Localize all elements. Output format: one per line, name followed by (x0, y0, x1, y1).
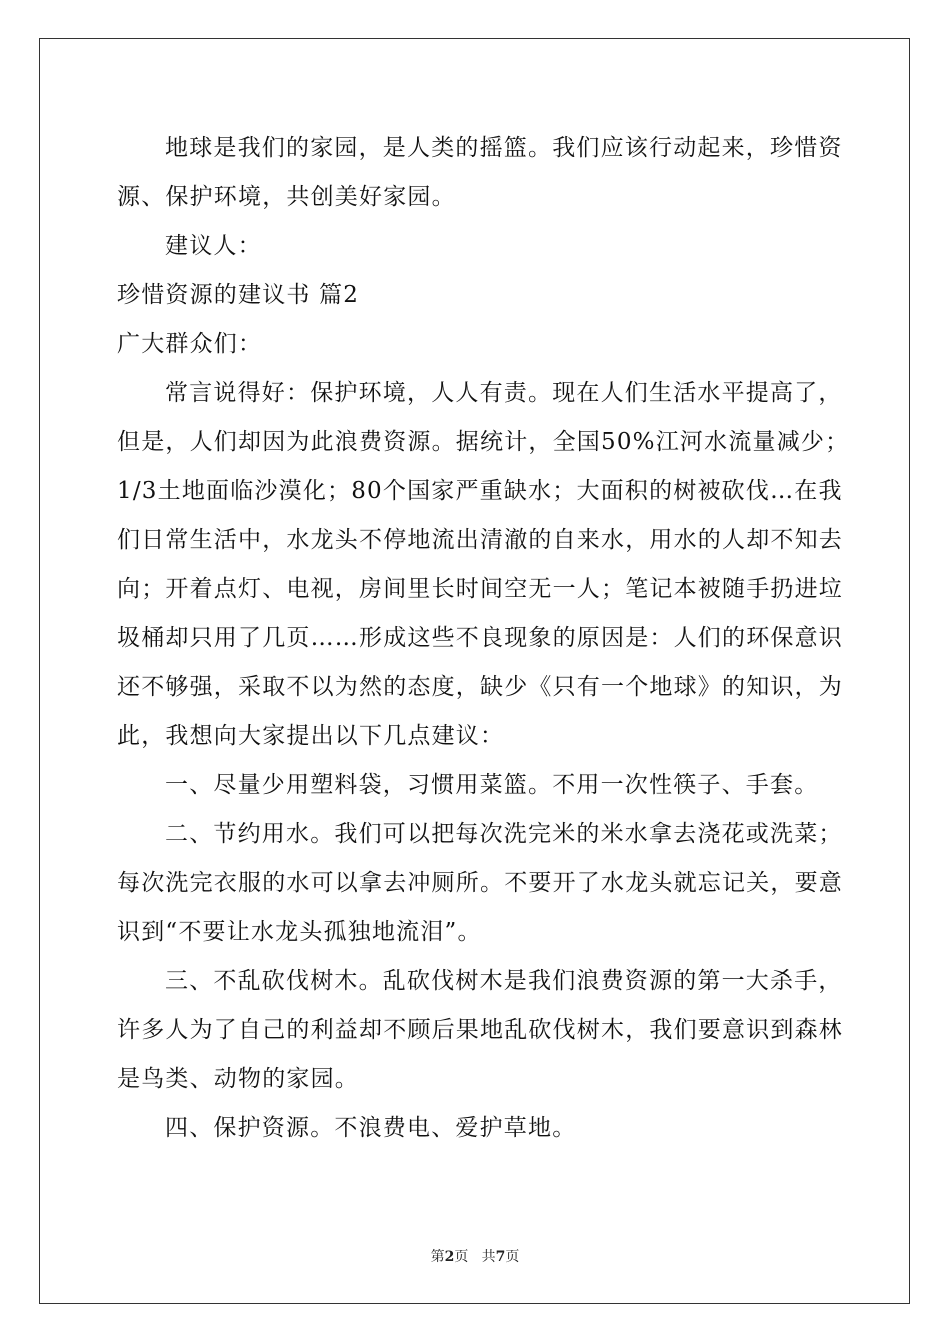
suggestion-2: 二、节约用水。我们可以把每次洗完米的米水拿去浇花或洗菜；每次洗完衣服的水可以拿去冲厕所。不要开了水龙头就忘记关，要意识到“不要让水龙头孤独地流泪”。 (117, 821, 843, 945)
current-page-number: 2 (444, 1249, 455, 1265)
suggestion-1: 一、尽量少用塑料袋，习惯用菜篮。不用一次性筷子、手套。 (165, 772, 819, 798)
total-page-number: 7 (495, 1249, 506, 1265)
page-suffix: 页 (454, 1249, 469, 1265)
paragraph-intro: 常言说得好：保护环境，人人有责。现在人们生活水平提高了，但是，人们却因为此浪费资源。据统计，全国50%江河水流量减少；1/3土地面临沙漠化；80个国家严重缺水；大面积的树被砍伐…在我们日常生活中，水龙头不停地流出清澈的自来水，用水的人却不知去向；开着点灯、电视，房间里长时间空无一人；笔记本被随手扔进垃圾桶却只用了几页……形成这些不良现象的原因是：人们的环保意识还不够强，采取不以为然的态度，缺少《只有一个地球》的知识，为此，我想向大家提出以下几点建议： (117, 380, 850, 749)
section-title: 珍惜资源的建议书 篇2 (117, 282, 360, 308)
salutation: 广大群众们： (117, 331, 263, 357)
suggestion-3: 三、不乱砍伐树木。乱砍伐树木是我们浪费资源的第一大杀手，许多人为了自己的利益却不顾后果地乱砍伐树木，我们要意识到森林是鸟类、动物的家园。 (117, 968, 843, 1092)
page-prefix: 第 (430, 1249, 445, 1265)
suggestion-4: 四、保护资源。不浪费电、爱护草地。 (165, 1115, 577, 1141)
page-footer (0, 1246, 950, 1266)
paragraph-signature: 建议人： (165, 233, 262, 259)
total-suffix: 页 (505, 1249, 520, 1265)
paragraph-conclusion: 地球是我们的家园，是人类的摇篮。我们应该行动起来，珍惜资源、保护环境，共创美好家园。 (117, 135, 843, 210)
total-prefix: 共 (481, 1249, 496, 1265)
document-body (117, 124, 852, 1153)
